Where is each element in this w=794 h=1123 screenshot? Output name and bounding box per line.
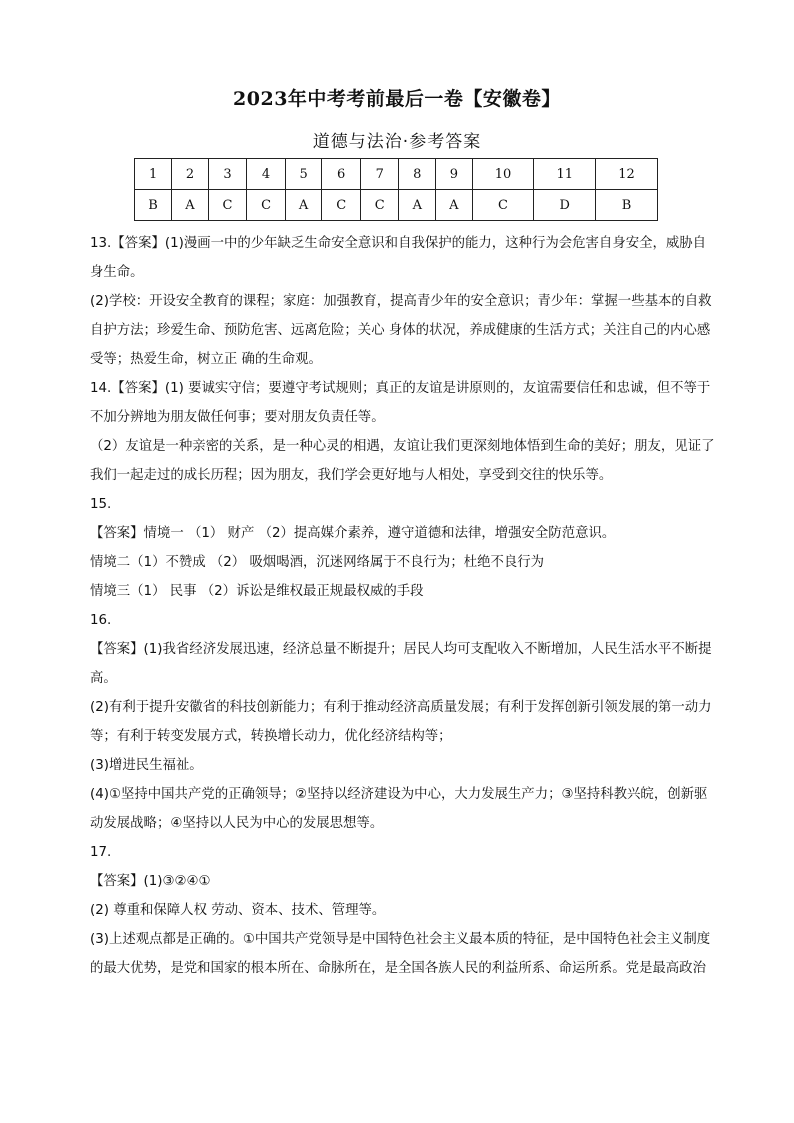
text-line: 16. [90, 613, 112, 628]
text-line: 高。 [90, 671, 117, 686]
table-cell: A [285, 190, 322, 221]
text-line: 受等；热爱生命，树立正 确的生命观。 [90, 352, 322, 367]
text-line: 14.【答案】(1) 要诚实守信；要遵守考试规则；真正的友谊是讲原则的，友谊需要信任和忠诚，但不等于 [90, 381, 711, 396]
table-cell: 12 [596, 159, 658, 190]
text-line: 情境二（1）不赞成 （2） 吸烟喝酒，沉迷网络属于不良行为；杜绝不良行为 [90, 555, 545, 570]
text-line: (2)有利于提升安徽省的科技创新能力；有利于推动经济高质量发展；有利于发挥创新引领发展的第一动力 [90, 700, 712, 715]
text-line: 13.【答案】(1)漫画一中的少年缺乏生命安全意识和自我保护的能力，这种行为会危害自身安全，威胁自 [90, 236, 707, 251]
text-line: （2）友谊是一种亲密的关系，是一种心灵的相遇，友谊让我们更深刻地体悟到生命的美好；朋友，见证了 [90, 439, 715, 454]
table-cell: 5 [285, 159, 322, 190]
answer-table-number-row [135, 159, 658, 190]
text-line: (4)①坚持中国共产党的正确领导；②坚持以经济建设为中心，大力发展生产力；③坚持科教兴皖，创新驱 [90, 787, 708, 802]
answer-table-answer-row [135, 190, 658, 221]
text-line: 17. [90, 845, 112, 860]
text-line: 【答案】(1)③②④① [90, 874, 211, 889]
text-line: 【答案】情境一 （1） 财产 （2）提高媒介素养，遵守道德和法律，增强安全防范意识。 [90, 526, 616, 541]
table-cell: C [360, 190, 399, 221]
text-line: 等；有利于转变发展方式，转换增长动力，优化经济结构等； [90, 729, 452, 744]
text-line: 我们一起走过的成长历程；因为朋友，我们学会更好地与人相处，享受到交往的快乐等。 [90, 468, 613, 483]
text-line: 【答案】(1)我省经济发展迅速，经济总量不断提升；居民人均可支配收入不断增加，人民生活水平不断提 [90, 642, 712, 657]
text-line: (2) 尊重和保障人权 劳动、资本、技术、管理等。 [90, 903, 386, 918]
table-cell: A [399, 190, 436, 221]
table-cell: 4 [247, 159, 286, 190]
text-line: 的最大优势，是党和国家的根本所在、命脉所在，是全国各族人民的利益所系、命运所系。党是最高政治 [90, 961, 706, 976]
answer-table [134, 158, 658, 221]
text-line: (3)增进民生福祉。 [90, 758, 203, 773]
table-cell: A [172, 190, 209, 221]
table-cell: B [135, 190, 172, 221]
text-line: 动发展战略；④坚持以人民为中心的发展思想等。 [90, 816, 384, 831]
text-line: (3)上述观点都是正确的。①中国共产党领导是中国特色社会主义最本质的特征，是中国特色社会主义制度 [90, 932, 711, 947]
table-cell: C [472, 190, 534, 221]
page-title: 2023年中考考前最后一卷【安徽卷】 [233, 88, 561, 110]
table-cell: 8 [399, 159, 436, 190]
table-cell: 11 [534, 159, 596, 190]
text-line: 自护方法；珍爱生命、预防危害、远离危险；关心 身体的状况，养成健康的生活方式；关注自己的内心感 [90, 323, 711, 338]
table-cell: B [596, 190, 658, 221]
table-cell: 10 [472, 159, 534, 190]
table-cell: C [322, 190, 361, 221]
text-line: (2)学校：开设安全教育的课程；家庭：加强教育，提高青少年的安全意识；青少年：掌握一些基本的自救 [90, 294, 712, 309]
table-cell: 9 [436, 159, 473, 190]
page-subtitle: 道德与法治·参考答案 [312, 132, 482, 152]
table-cell: 6 [322, 159, 361, 190]
answer-body [90, 229, 730, 983]
table-cell: C [247, 190, 286, 221]
text-line: 不加分辨地为朋友做任何事；要对朋友负责任等。 [90, 410, 385, 425]
table-cell: A [436, 190, 473, 221]
table-cell: 3 [208, 159, 247, 190]
table-cell: 1 [135, 159, 172, 190]
table-cell: D [534, 190, 596, 221]
table-cell: 2 [172, 159, 209, 190]
table-cell: 7 [360, 159, 399, 190]
text-line: 15. [90, 497, 112, 512]
table-cell: C [208, 190, 247, 221]
text-line: 身生命。 [90, 265, 144, 280]
text-line: 情境三（1） 民事 （2）诉讼是维权最正规最权威的手段 [90, 584, 424, 599]
